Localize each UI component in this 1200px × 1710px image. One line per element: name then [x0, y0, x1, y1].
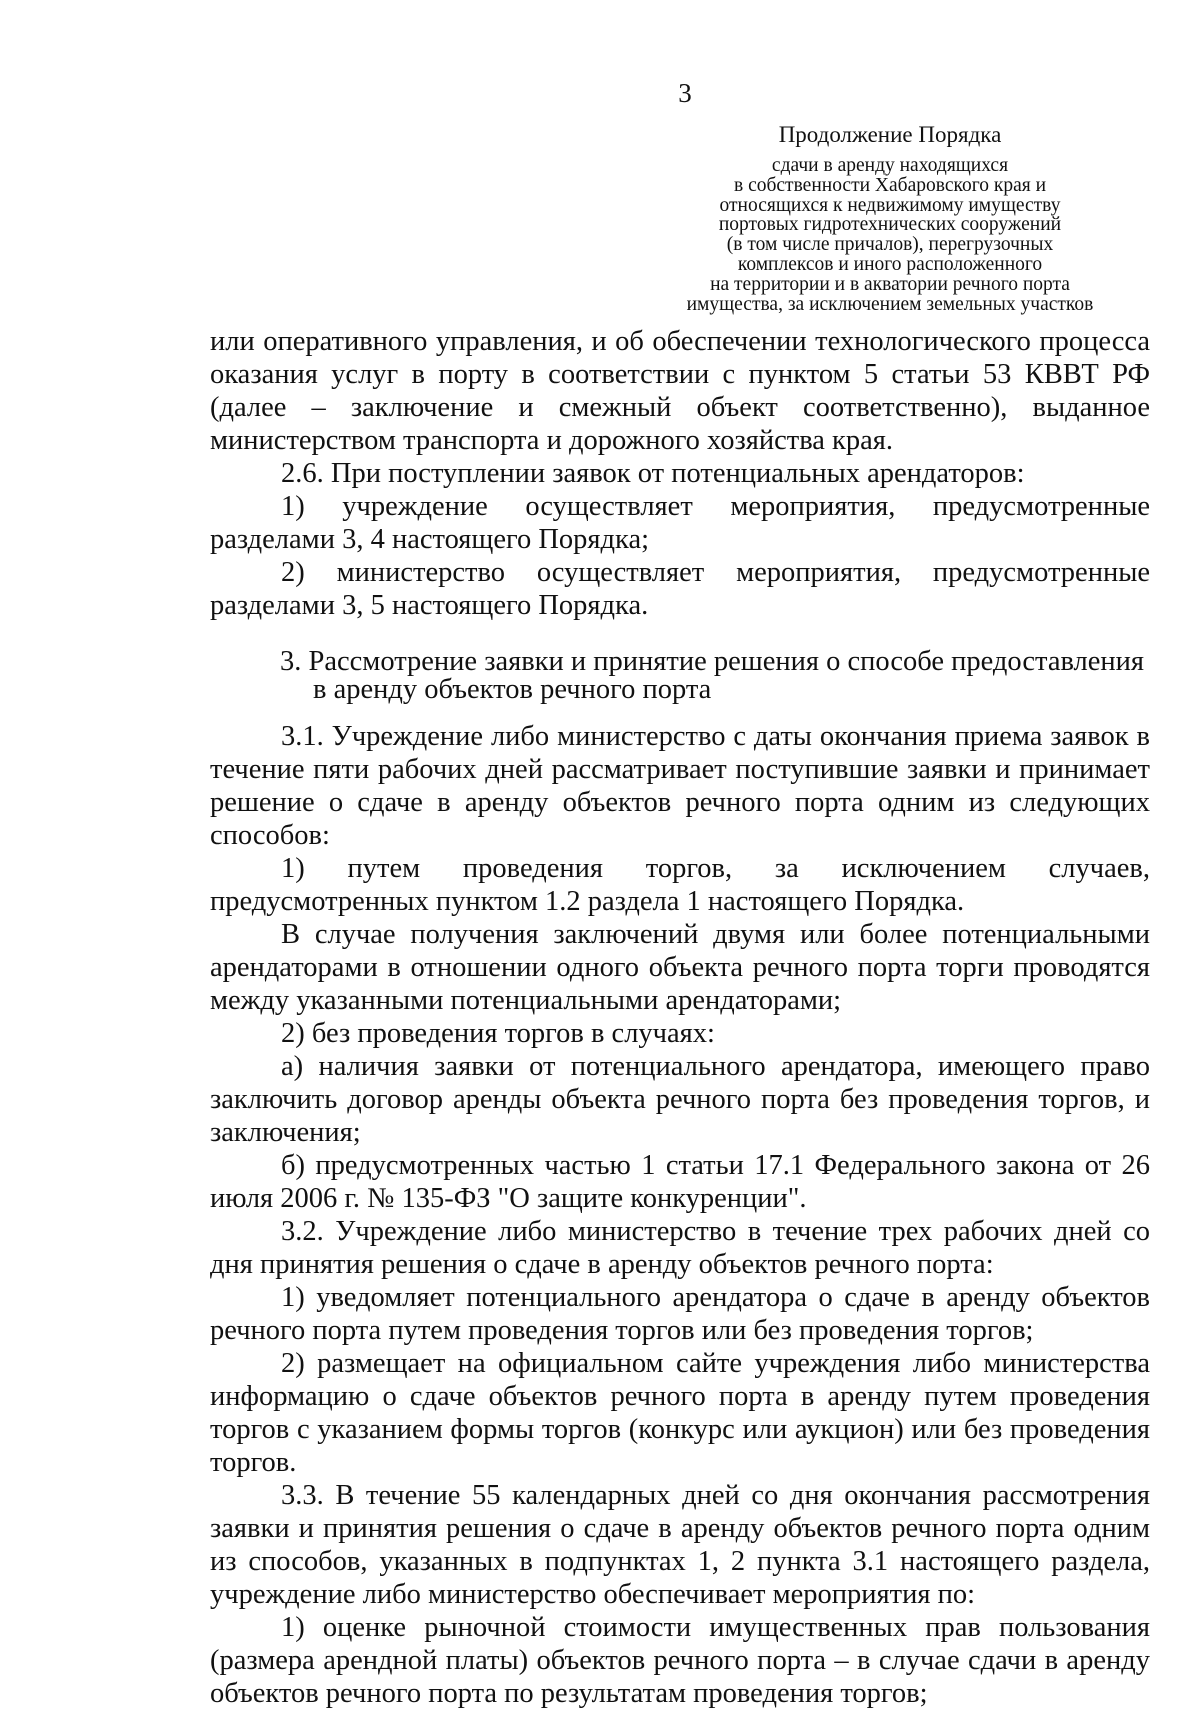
running-head-line: сдачи в аренду находящихся [771, 155, 1009, 176]
paragraph: 1) путем проведения торгов, за исключением случаев, предусмотренных пунктом 1.2 раздела 1 настоящего Порядка. [210, 853, 1150, 917]
running-head-title: Продолжение Порядка [778, 122, 1002, 147]
running-head-line: относящихся к недвижимому имуществу [719, 194, 1061, 216]
running-head-line: на территории и в акватории речного порта [710, 273, 1070, 295]
paragraph: 2) размещает на официальном сайте учреждения либо министерства информацию о сдаче объектов речного порта в аренду путем проведения торгов с указанием формы торгов (конкурс или аукцион) или без проведения торгов. [210, 1348, 1150, 1478]
running-head-line: в собственности Хабаровского края и [733, 174, 1047, 196]
running-head-line: комплексов и иного расположенного [737, 253, 1043, 275]
page-number: 3 [678, 78, 692, 108]
section-heading-line: в аренду объектов речного порта [313, 674, 712, 705]
paragraph: 3.2. Учреждение либо министерство в течение трех рабочих дней со дня принятия решения о сдаче в аренду объектов речного порта: [210, 1216, 1150, 1280]
section-heading-line: 3. Рассмотрение заявки и принятие решения о способе предоставления [280, 646, 1145, 677]
paragraph: 1) учреждение осуществляет мероприятия, предусмотренные разделами 3, 4 настоящего Порядка; [210, 491, 1150, 555]
paragraph: 2.6. При поступлении заявок от потенциальных арендаторов: [281, 458, 1025, 489]
paragraph: 2) без проведения торгов в случаях: [281, 1018, 715, 1049]
paragraph: 3.3. В течение 55 календарных дней со дня окончания рассмотрения заявки и принятия решения о сдаче в аренду объектов речного порта одним из способов, указанных в подпунктах 1, 2 пункта 3.1 настоящего раздела, учреждение либо министерство обеспечивает мероприятия по: [210, 1480, 1150, 1610]
paragraph: 1) уведомляет потенциального арендатора о сдаче в аренду объектов речного порта путем проведения торгов или без проведения торгов; [210, 1282, 1150, 1346]
paragraph: 2) министерство осуществляет мероприятия, предусмотренные разделами 3, 5 настоящего Порядка. [210, 557, 1150, 621]
paragraph: В случае получения заключений двумя или более потенциальными арендаторами в отношении одного объекта речного порта торги проводятся между указанными потенциальными арендаторами; [210, 919, 1150, 1016]
running-head-line: портовых гидротехнических сооружений [718, 214, 1062, 236]
running-head-line: (в том числе причалов), перегрузочных [726, 234, 1054, 256]
body-text [210, 325, 1150, 1710]
running-head [640, 120, 1140, 314]
paragraph: б) предусмотренных частью 1 статьи 17.1 Федерального закона от 26 июля 2006 г. № 135-ФЗ "О защите конкуренции". [210, 1150, 1150, 1214]
paragraph: а) наличия заявки от потенциального арендатора, имеющего право заключить договор аренды объекта речного порта без проведения торгов, и заключения; [210, 1051, 1150, 1148]
section-heading [210, 648, 1150, 704]
running-head-line: имущества, за исключением земельных участков [686, 293, 1094, 315]
paragraph: 1) оценке рыночной стоимости имущественных прав пользования (размера арендной платы) объектов речного порта – в случае сдачи в аренду объектов речного порта по результатам проведения торгов; [210, 1612, 1150, 1709]
paragraph: 3.1. Учреждение либо министерство с даты окончания приема заявок в течение пяти рабочих дней рассматривает поступившие заявки и принимает решение о сдаче в аренду объектов речного порта одним из следующих способов: [210, 721, 1150, 851]
paragraph: или оперативного управления, и об обеспечении технологического процесса оказания услуг в порту в соответствии с пунктом 5 статьи 53 КВВТ РФ (далее – заключение и смежный объект соответственно), выданное министерством транспорта и дорожного хозяйства края. [210, 326, 1150, 456]
